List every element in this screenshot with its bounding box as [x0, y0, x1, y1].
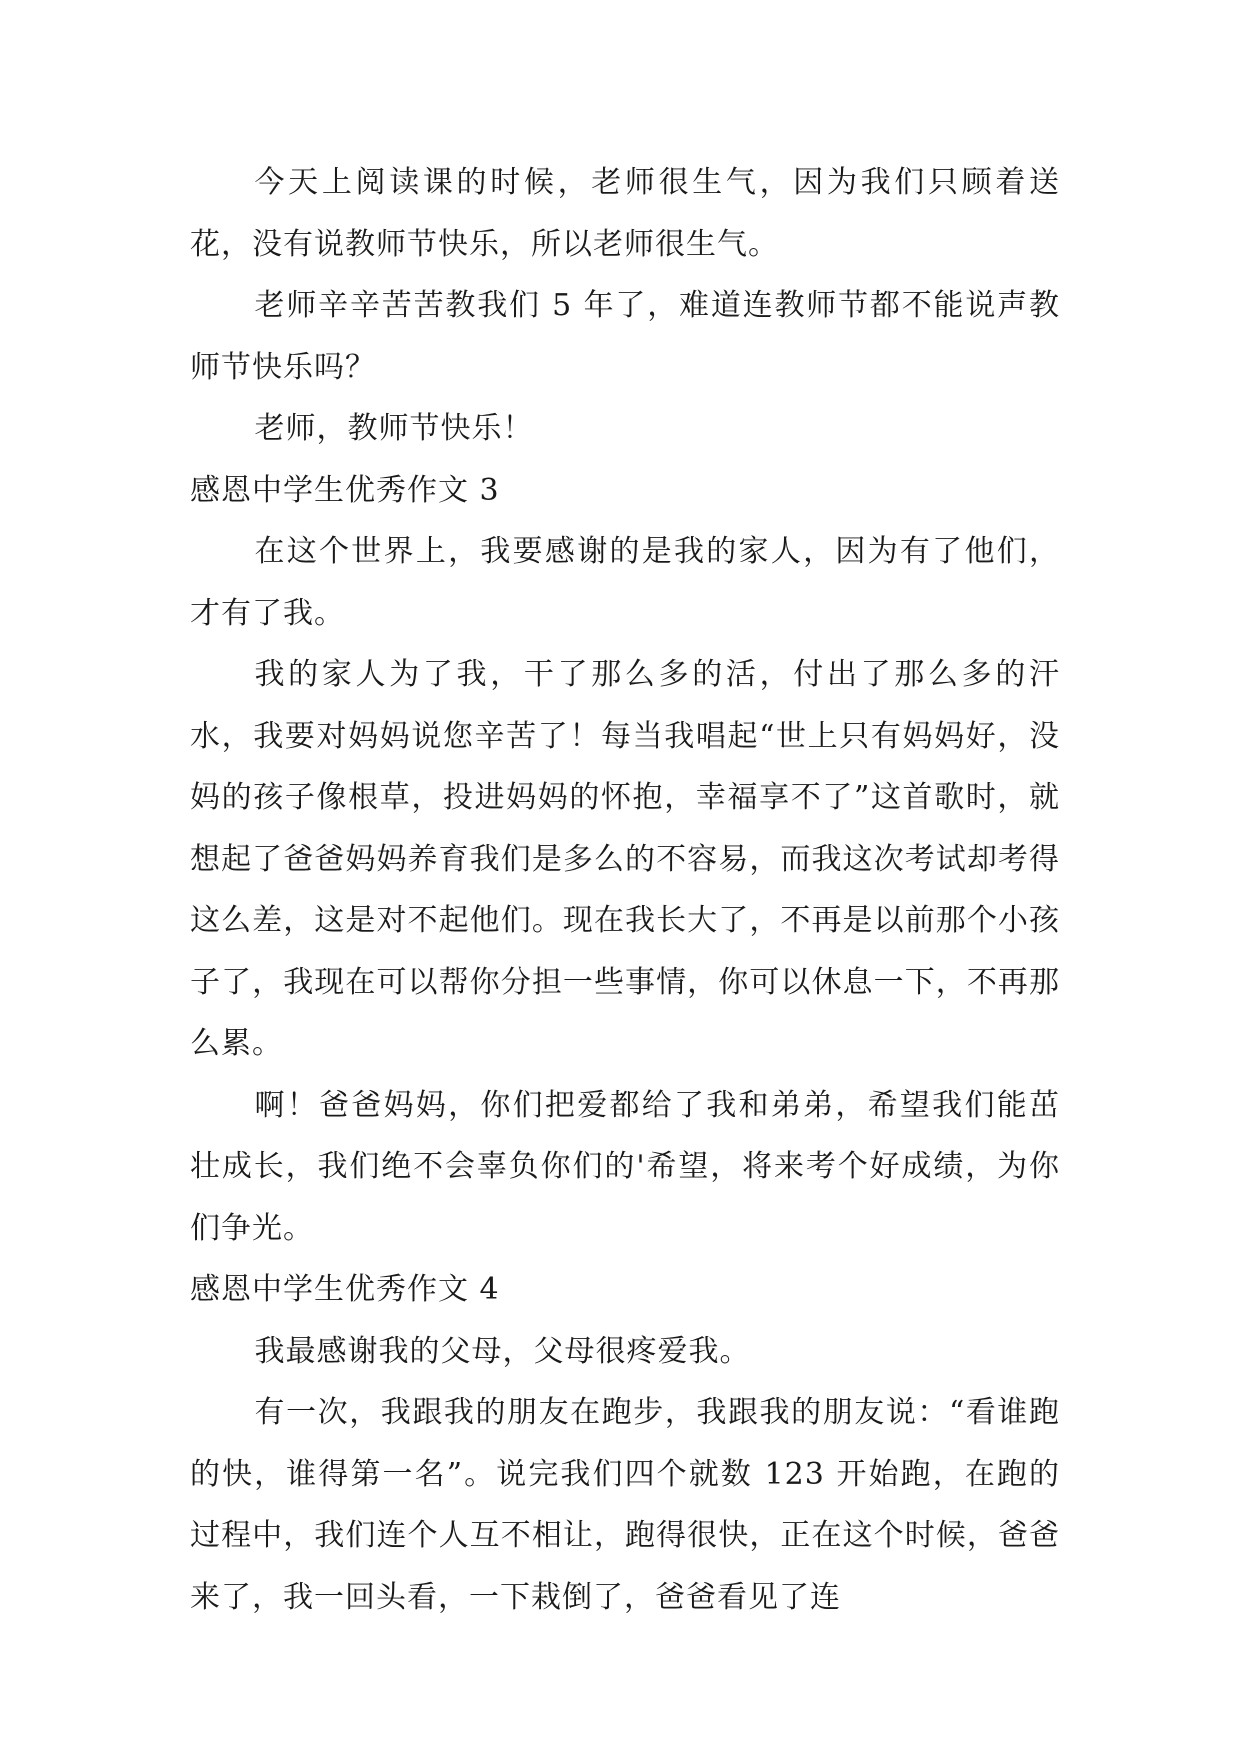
- section-heading: 感恩中学生优秀作文 3: [190, 472, 500, 508]
- paragraph: 啊！爸爸妈妈，你们把爱都给了我和弟弟，希望我们能茁壮成长，我们绝不会辜负你们的'希望，将来考个好成绩，为你们争光。: [190, 1087, 1060, 1246]
- paragraph: 有一次，我跟我的朋友在跑步，我跟我的朋友说：“看谁跑的快，谁得第一名”。说完我们四个就数 123 开始跑，在跑的过程中，我们连个人互不相让，跑得很快，正在这个时候，爸爸来了，我一回头看，一下栽倒了，爸爸看见了连: [190, 1395, 1060, 1615]
- paragraph: 老师，教师节快乐！: [254, 411, 534, 446]
- paragraph: 我最感谢我的父母，父母很疼爱我。: [254, 1333, 751, 1369]
- paragraph: 我的家人为了我，干了那么多的活，付出了那么多的汗水，我要对妈妈说您辛苦了！每当我唱起“世上只有妈妈好，没妈的孩子像根草，投进妈妈的怀抱，幸福享不了”这首歌时，就想起了爸爸妈妈养育我们是多么的不容易，而我这次考试却考得这么差，这是对不起他们。现在我长大了，不再是以前那个小孩子了，我现在可以帮你分担一些事情，你可以休息一下，不再那么累。: [190, 657, 1060, 1061]
- paragraph: 今天上阅读课的时候，老师很生气，因为我们只顾着送花，没有说教师节快乐，所以老师很生气。: [190, 165, 1060, 262]
- section-heading: 感恩中学生优秀作文 4: [190, 1272, 500, 1307]
- paragraph: 老师辛辛苦苦教我们 5 年了，难道连教师节都不能说声教师节快乐吗？: [190, 288, 1060, 385]
- document-body: [190, 152, 1060, 1628]
- paragraph: 在这个世界上，我要感谢的是我的家人，因为有了他们，才有了我。: [190, 534, 1060, 631]
